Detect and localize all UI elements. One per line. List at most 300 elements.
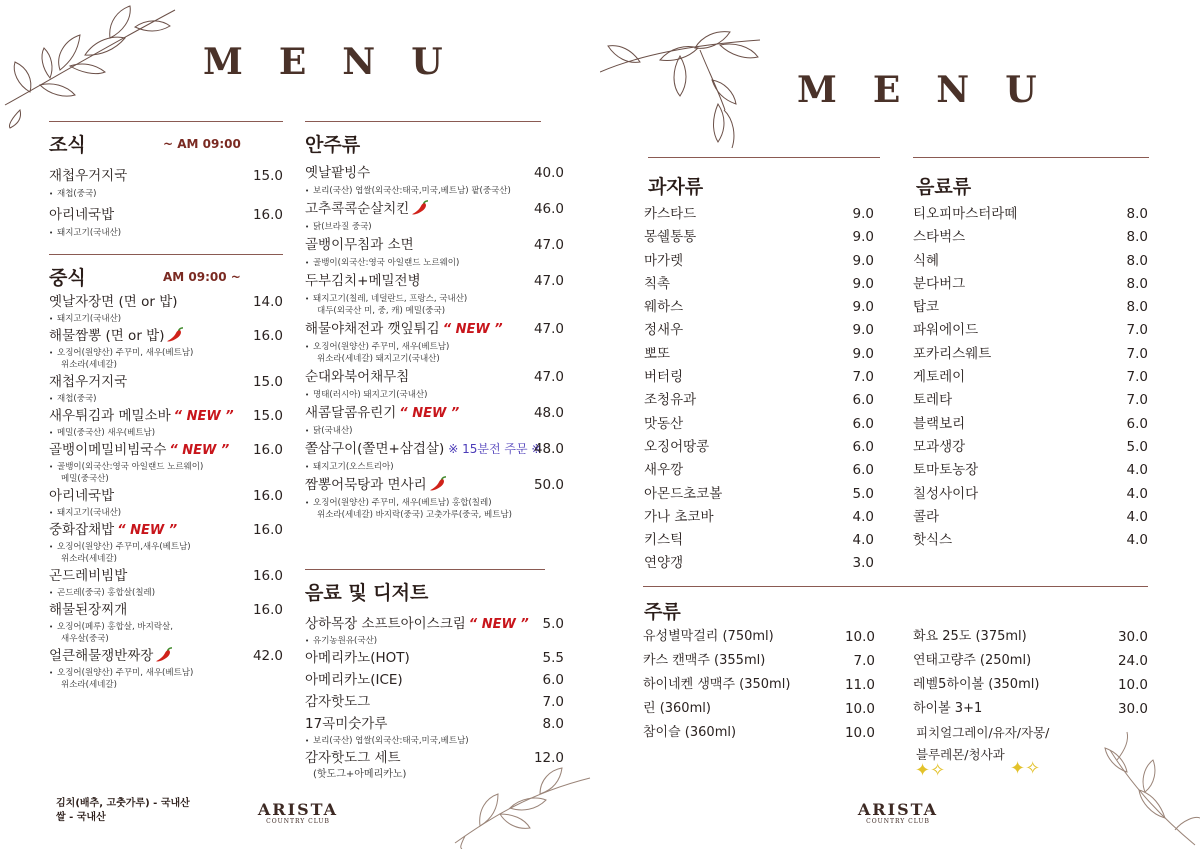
menu-item-name: 탑코 bbox=[913, 299, 940, 316]
breakfast-hours: ~ AM 09:00 bbox=[163, 137, 241, 151]
menu-item-price: 8.0 bbox=[1126, 206, 1148, 222]
ingredient-origin: • 오징어(페루) 홍합살, 바지락살, bbox=[49, 621, 283, 633]
menu-item bbox=[49, 439, 283, 485]
menu-item-row bbox=[305, 714, 564, 735]
menu-item-price: 8.0 bbox=[1126, 299, 1148, 316]
menu-item-name bbox=[305, 692, 370, 713]
menu-item-row bbox=[49, 485, 283, 507]
anju-list bbox=[305, 162, 564, 521]
item-name-text: 두부김치+메밀전병 bbox=[305, 273, 421, 289]
menu-item bbox=[644, 343, 874, 366]
section-heading bbox=[49, 130, 283, 156]
section-heading bbox=[49, 263, 283, 289]
menu-item-price: 9.0 bbox=[852, 275, 874, 292]
menu-item bbox=[49, 645, 283, 691]
new-badge: “ NEW ” bbox=[117, 523, 178, 538]
logo-text: ARISTA bbox=[257, 800, 339, 819]
menu-item-name: 블랙보리 bbox=[913, 415, 966, 432]
menu-item-price: 15.0 bbox=[252, 408, 283, 424]
menu-item-name bbox=[49, 291, 178, 313]
new-badge: “ NEW ” bbox=[468, 617, 529, 632]
ingredient-origin: • 돼지고기(칠레, 네덜란드, 프랑스, 국내산) bbox=[305, 293, 564, 305]
menu-item-price: 4.0 bbox=[1126, 508, 1148, 525]
menu-item bbox=[305, 614, 564, 647]
item-name-text: 감자핫도그 세트 bbox=[305, 750, 401, 766]
menu-item bbox=[913, 389, 1148, 412]
ingredient-origin: 위소라(세네갈) bbox=[61, 554, 117, 564]
menu-item-price: 7.0 bbox=[852, 369, 874, 386]
menu-item-name bbox=[49, 371, 127, 393]
menu-item-name: 화요 25도 (375ml) bbox=[913, 629, 1027, 644]
ingredient-origin: • 오징어(원양산) 주꾸미, 새우(베트남) bbox=[49, 347, 283, 359]
item-name-text: 쫄삼구이(쫄면+삼겹살) bbox=[305, 441, 445, 457]
menu-item-name bbox=[305, 366, 409, 389]
item-name-text: 해물야채전과 깻잎튀김 bbox=[305, 321, 440, 337]
menu-item-price: 8.0 bbox=[1126, 229, 1148, 246]
liquor-list-left bbox=[643, 625, 875, 745]
ingredient-origin: • 골뱅이(외국산:영국 아일랜드 노르웨이) bbox=[49, 461, 283, 473]
menu-item bbox=[913, 226, 1148, 249]
chili-pepper-icon bbox=[429, 476, 447, 492]
menu-item bbox=[644, 226, 874, 249]
menu-item-price: 47.0 bbox=[533, 237, 564, 253]
item-name-text: 고추콕콕순살치킨 bbox=[305, 201, 410, 217]
menu-item-name: 식혜 bbox=[913, 252, 940, 269]
snacks-section bbox=[644, 157, 874, 576]
menu-item-name bbox=[305, 318, 503, 341]
menu-item-price: 15.0 bbox=[252, 374, 283, 390]
menu-item bbox=[49, 519, 283, 565]
menu-item bbox=[643, 625, 875, 649]
menu-item-name: 토마토농장 bbox=[913, 462, 979, 479]
flavor-line: 블루레몬/청사과 bbox=[916, 747, 1005, 762]
menu-item-name: 아몬드초코볼 bbox=[644, 485, 723, 502]
menu-item-name bbox=[49, 164, 127, 188]
menu-item bbox=[305, 670, 564, 691]
menu-item bbox=[644, 250, 874, 273]
ingredient-origin: • 오징어(원양산) 주꾸미, 새우(베트남) bbox=[305, 341, 564, 353]
order-notice: ※ 15분전 주문 ※ bbox=[448, 442, 542, 456]
menu-item-price: 7.0 bbox=[542, 694, 564, 710]
logo-text: ARISTA bbox=[857, 800, 939, 819]
item-name-text: 곤드레비빔밥 bbox=[49, 568, 128, 584]
menu-item bbox=[305, 474, 564, 521]
item-name-text: 아메리카노(ICE) bbox=[305, 672, 403, 688]
new-badge: “ NEW ” bbox=[169, 443, 230, 458]
menu-item bbox=[913, 343, 1148, 366]
menu-item bbox=[644, 389, 874, 412]
beverages-heading: 음료류 bbox=[916, 176, 972, 198]
item-name-text: 얼큰해물쟁반짜장 bbox=[49, 648, 154, 664]
menu-item-price: 15.0 bbox=[252, 168, 283, 184]
menu-item-price: 6.0 bbox=[852, 392, 874, 409]
menu-item bbox=[305, 366, 564, 401]
menu-item-row bbox=[305, 318, 564, 341]
menu-item-row bbox=[305, 366, 564, 389]
menu-item-price: 30.0 bbox=[1117, 701, 1148, 717]
menu-item-name: 분다버그 bbox=[913, 275, 966, 292]
item-name-text: 17곡미숫가루 bbox=[305, 716, 388, 732]
sparkle-icon: ✦✧ bbox=[915, 760, 946, 781]
menu-item-name bbox=[49, 485, 114, 507]
snacks-list bbox=[644, 203, 874, 576]
ingredient-origin: • 돼지고기(국내산) bbox=[49, 227, 283, 239]
menu-item bbox=[644, 506, 874, 529]
item-name-text: 옛날팥빙수 bbox=[305, 165, 371, 181]
menu-item-row bbox=[49, 599, 283, 621]
menu-item bbox=[644, 436, 874, 459]
menu-item-name bbox=[305, 670, 403, 691]
menu-item bbox=[913, 459, 1148, 482]
menu-item-row bbox=[49, 291, 283, 313]
logo-subtext: COUNTRY CLUB bbox=[266, 818, 330, 825]
menu-item-row bbox=[49, 519, 283, 541]
menu-item-name: 티오피마스터라떼 bbox=[913, 206, 1018, 222]
ingredient-origin: • 닭(브라질 중국) bbox=[305, 221, 564, 233]
menu-item bbox=[305, 234, 564, 269]
chili-pepper-icon bbox=[166, 327, 184, 343]
liquor-items-right bbox=[913, 625, 1148, 721]
lunch-list bbox=[49, 291, 283, 691]
menu-item-price: 10.0 bbox=[844, 629, 875, 645]
item-name-text: 아메리카노(HOT) bbox=[305, 650, 410, 666]
menu-item bbox=[913, 296, 1148, 319]
menu-item bbox=[913, 250, 1148, 273]
lunch-section bbox=[49, 254, 283, 691]
menu-item bbox=[913, 529, 1148, 552]
menu-item bbox=[644, 319, 874, 342]
menu-item-row bbox=[49, 203, 283, 227]
menu-item bbox=[49, 371, 283, 405]
menu-title: MENU bbox=[797, 69, 1073, 111]
liquor-section bbox=[643, 586, 1148, 623]
menu-item-price: 3.0 bbox=[852, 555, 874, 572]
ingredient-origin: (핫도그+아메리카노) bbox=[313, 769, 407, 780]
menu-item-name: 레벨5하이볼 (350ml) bbox=[913, 677, 1040, 692]
menu-item-name bbox=[305, 270, 421, 293]
menu-item-row bbox=[305, 198, 564, 221]
menu-item-name bbox=[305, 748, 401, 769]
item-name-text: 중화잡채밥 bbox=[49, 522, 115, 538]
ingredient-origin: 위소라(세네갈) 바지락(중국) 고춧가루(중국, 베트남) bbox=[317, 510, 512, 520]
menu-item-name: 맛동산 bbox=[644, 415, 684, 432]
menu-item-name: 연양갱 bbox=[644, 555, 684, 572]
menu-item-name bbox=[305, 162, 370, 185]
ingredient-origin: • 메밀(중국산) 새우(베트남) bbox=[49, 427, 283, 439]
menu-item bbox=[913, 366, 1148, 389]
menu-item bbox=[913, 649, 1148, 673]
menu-item-name: 연태고량주 (250ml) bbox=[913, 653, 1032, 668]
menu-item bbox=[913, 483, 1148, 506]
ingredient-origin: • 유기농원유(국산) bbox=[305, 635, 564, 647]
item-name-text: 해물된장찌개 bbox=[49, 602, 128, 618]
ingredient-origin: • 골뱅이(외국산:영국 아일랜드 노르웨이) bbox=[305, 257, 564, 269]
menu-item-price: 6.0 bbox=[1126, 415, 1148, 432]
beverages-list bbox=[913, 203, 1148, 552]
menu-item-name: 모과생강 bbox=[913, 438, 966, 455]
menu-item-name: 몽쉘통통 bbox=[644, 229, 697, 246]
menu-item-row bbox=[49, 565, 283, 587]
menu-item-price: 7.0 bbox=[1126, 345, 1148, 362]
menu-item-price: 7.0 bbox=[1126, 392, 1148, 409]
menu-item-price: 4.0 bbox=[1126, 485, 1148, 502]
menu-item-price: 11.0 bbox=[844, 677, 875, 693]
menu-item-price: 5.0 bbox=[542, 616, 564, 632]
menu-item-name: 뽀또 bbox=[644, 345, 671, 362]
menu-item-price: 6.0 bbox=[542, 672, 564, 688]
ingredient-origin: 메밀(중국산) bbox=[61, 474, 109, 484]
menu-item bbox=[49, 599, 283, 645]
divider bbox=[643, 586, 1148, 587]
menu-item-row bbox=[49, 405, 283, 427]
divider bbox=[305, 121, 541, 122]
menu-item bbox=[49, 565, 283, 599]
menu-item-price: 47.0 bbox=[533, 321, 564, 337]
menu-item-price: 9.0 bbox=[852, 206, 874, 222]
menu-item-price: 5.5 bbox=[542, 650, 564, 666]
ingredient-origin: • 명태(러시아) 돼지고기(국내산) bbox=[305, 389, 564, 401]
menu-item-price: 9.0 bbox=[852, 345, 874, 362]
menu-item-name: 칠성사이다 bbox=[913, 485, 979, 502]
item-name-text: 재첩우거지국 bbox=[49, 168, 128, 184]
menu-item bbox=[913, 319, 1148, 342]
menu-item-price: 6.0 bbox=[852, 415, 874, 432]
menu-item-name: 새우깡 bbox=[644, 462, 684, 479]
menu-item-name bbox=[305, 614, 529, 635]
menu-item-name bbox=[305, 402, 459, 425]
menu-item bbox=[913, 436, 1148, 459]
menu-item-price: 24.0 bbox=[1117, 653, 1148, 669]
menu-item-name bbox=[49, 599, 127, 621]
menu-item-name: 포카리스웨트 bbox=[913, 345, 992, 362]
menu-item-price: 16.0 bbox=[252, 602, 283, 618]
item-name-text: 옛날자장면 (면 or 밥) bbox=[49, 294, 178, 310]
menu-item-row bbox=[49, 439, 283, 461]
menu-item-name bbox=[49, 565, 127, 587]
menu-item-price: 16.0 bbox=[252, 522, 283, 538]
ingredient-origin: • 닭(국내산) bbox=[305, 425, 564, 437]
menu-item bbox=[644, 459, 874, 482]
footnote-line: 쌀 - 국내산 bbox=[56, 812, 106, 823]
menu-item-price: 6.0 bbox=[852, 438, 874, 455]
menu-item-name: 하이볼 3+1 bbox=[913, 701, 983, 716]
item-name-text: 골뱅이메밀비빔국수 bbox=[49, 442, 167, 458]
menu-item-name: 핫식스 bbox=[913, 532, 953, 549]
menu-item bbox=[49, 485, 283, 519]
snacks-heading: 과자류 bbox=[648, 176, 704, 198]
menu-item-name: 카스타드 bbox=[644, 206, 697, 222]
menu-item-price: 16.0 bbox=[252, 207, 283, 223]
leaf-branch-illustration bbox=[600, 0, 780, 170]
menu-item bbox=[643, 649, 875, 673]
menu-item bbox=[305, 648, 564, 669]
menu-item-price: 42.0 bbox=[252, 648, 283, 664]
drinks-dessert-heading: 음료 및 디저트 bbox=[305, 582, 429, 604]
menu-item-name bbox=[49, 405, 234, 428]
ingredient-origin: 새우살(중국) bbox=[61, 634, 109, 644]
ingredient-origin: 위소라(세네갈) bbox=[61, 360, 117, 370]
menu-item bbox=[644, 552, 874, 575]
menu-item bbox=[913, 413, 1148, 436]
menu-item-row bbox=[49, 645, 283, 667]
divider bbox=[49, 254, 283, 255]
menu-item-price: 5.0 bbox=[1126, 438, 1148, 455]
menu-item-price: 16.0 bbox=[252, 568, 283, 584]
menu-item-price: 10.0 bbox=[1117, 677, 1148, 693]
menu-item-row bbox=[49, 371, 283, 393]
origin-footnote bbox=[56, 797, 190, 825]
item-name-text: 새우튀김과 메밀소바 bbox=[49, 408, 171, 424]
item-name-text: 골뱅이무침과 소면 bbox=[305, 237, 414, 253]
menu-item bbox=[49, 164, 283, 200]
menu-item-name bbox=[49, 325, 184, 347]
ingredient-origin: 대두(외국산 미, 중, 캐) 메밀(중국) bbox=[317, 306, 446, 316]
ingredient-origin: • 재첩(중국) bbox=[49, 393, 283, 405]
divider bbox=[49, 121, 283, 122]
menu-item-price: 16.0 bbox=[252, 328, 283, 344]
menu-item-row bbox=[49, 325, 283, 347]
ingredient-origin: • 재첩(중국) bbox=[49, 188, 283, 200]
ingredient-origin: • 돼지고기(오스트리아) bbox=[305, 461, 564, 473]
menu-item-price: 7.0 bbox=[1126, 369, 1148, 386]
menu-item-price: 12.0 bbox=[533, 750, 564, 766]
menu-item-name bbox=[305, 198, 429, 221]
arista-logo bbox=[855, 800, 941, 825]
menu-item bbox=[49, 291, 283, 325]
menu-item-price: 9.0 bbox=[852, 299, 874, 316]
menu-item-name: 웨하스 bbox=[644, 299, 684, 316]
menu-item-price: 6.0 bbox=[852, 462, 874, 479]
menu-item-name: 정새우 bbox=[644, 322, 684, 339]
menu-item bbox=[913, 203, 1148, 226]
menu-item-price: 48.0 bbox=[533, 441, 564, 457]
divider bbox=[305, 569, 545, 570]
menu-item bbox=[305, 270, 564, 317]
liquor-heading: 주류 bbox=[644, 601, 681, 623]
menu-item bbox=[644, 273, 874, 296]
menu-item-price: 14.0 bbox=[252, 294, 283, 310]
sparkle-icon: ✦✧ bbox=[1010, 758, 1041, 779]
menu-item-price: 8.0 bbox=[542, 716, 564, 732]
menu-item-row bbox=[305, 648, 564, 669]
ingredient-origin: 위소라(세네갈) 돼지고기(국내산) bbox=[317, 354, 440, 364]
menu-item-price: 4.0 bbox=[852, 508, 874, 525]
menu-item-row bbox=[305, 670, 564, 691]
menu-item-row bbox=[305, 270, 564, 293]
arista-logo bbox=[255, 800, 341, 825]
menu-item-name bbox=[305, 474, 447, 497]
menu-item-price: 47.0 bbox=[533, 273, 564, 289]
menu-item-price: 16.0 bbox=[252, 442, 283, 458]
lunch-heading: 중식 bbox=[49, 267, 86, 289]
menu-item bbox=[644, 366, 874, 389]
menu-item-name bbox=[49, 203, 114, 227]
menu-item bbox=[643, 673, 875, 697]
anju-section bbox=[305, 121, 564, 522]
menu-item bbox=[305, 318, 564, 365]
menu-item bbox=[913, 625, 1148, 649]
item-name-text: 해물짬뽕 (면 or 밥) bbox=[49, 328, 165, 344]
menu-item-price: 9.0 bbox=[852, 252, 874, 269]
chili-pepper-icon bbox=[155, 647, 173, 663]
ingredient-origin: • 곤드레(중국) 홍합살(칠레) bbox=[49, 587, 283, 599]
menu-item-name: 오징어땅콩 bbox=[644, 438, 710, 455]
item-name-text: 재첩우거지국 bbox=[49, 374, 128, 390]
item-name-text: 순대와북어채무침 bbox=[305, 369, 410, 385]
menu-item bbox=[644, 413, 874, 436]
logo-subtext: COUNTRY CLUB bbox=[866, 818, 930, 825]
lunch-hours: AM 09:00 ~ bbox=[163, 270, 241, 284]
menu-item-name: 버터링 bbox=[644, 369, 684, 386]
menu-item-price: 10.0 bbox=[844, 725, 875, 741]
menu-item-price: 8.0 bbox=[1126, 275, 1148, 292]
item-name-text: 감자핫도그 bbox=[305, 694, 371, 710]
menu-item-price: 10.0 bbox=[844, 701, 875, 717]
menu-item-name: 토레타 bbox=[913, 392, 953, 409]
menu-item-price: 4.0 bbox=[852, 532, 874, 549]
menu-item-name bbox=[305, 438, 541, 461]
footnote-line: 김치(배추, 고춧가루) - 국내산 bbox=[56, 798, 190, 809]
menu-item bbox=[305, 438, 564, 473]
ingredient-origin: • 오징어(원양산) 주꾸미, 새우(베트남) 홍합(칠레) bbox=[305, 497, 564, 509]
menu-item bbox=[643, 697, 875, 721]
beverages-section bbox=[913, 157, 1148, 552]
leaf-branch-illustration bbox=[0, 0, 200, 130]
menu-item-name: 조청유과 bbox=[644, 392, 697, 409]
breakfast-list bbox=[49, 164, 283, 239]
leaf-branch-illustration bbox=[440, 748, 600, 849]
breakfast-section bbox=[49, 121, 283, 242]
new-badge: “ NEW ” bbox=[399, 406, 460, 421]
menu-title: MENU bbox=[203, 41, 479, 83]
menu-item bbox=[49, 203, 283, 239]
item-name-text: 짬뽕어묵탕과 면사리 bbox=[305, 477, 427, 493]
item-name-text: 상하목장 소프트아이스크림 bbox=[305, 616, 466, 632]
menu-item-name: 콜라 bbox=[913, 508, 940, 525]
menu-item bbox=[305, 714, 564, 747]
menu-item-price: 7.0 bbox=[1126, 322, 1148, 339]
menu-item-name: 참이슬 (360ml) bbox=[643, 725, 737, 740]
menu-item-price: 40.0 bbox=[533, 165, 564, 181]
flavor-line: 피치얼그레이/유자/자몽/ bbox=[916, 725, 1050, 740]
anju-heading: 안주류 bbox=[305, 134, 361, 156]
menu-item bbox=[644, 529, 874, 552]
menu-item-name bbox=[305, 234, 414, 257]
menu-item bbox=[305, 198, 564, 233]
menu-item-price: 46.0 bbox=[533, 201, 564, 217]
menu-item-name: 가나 초코바 bbox=[644, 508, 714, 525]
menu-item-name: 파워에이드 bbox=[913, 322, 979, 339]
menu-item-price: 30.0 bbox=[1117, 629, 1148, 645]
menu-item bbox=[305, 402, 564, 437]
menu-item bbox=[305, 162, 564, 197]
menu-item bbox=[49, 405, 283, 439]
menu-item-row bbox=[305, 402, 564, 425]
ingredient-origin: • 돼지고기(국내산) bbox=[49, 313, 283, 325]
breakfast-heading: 조식 bbox=[49, 134, 86, 156]
menu-item-price: 48.0 bbox=[533, 405, 564, 421]
menu-item-row bbox=[305, 614, 564, 635]
menu-item-name bbox=[49, 519, 177, 542]
menu-item-row bbox=[49, 164, 283, 188]
menu-item bbox=[644, 483, 874, 506]
menu-item-price: 4.0 bbox=[1126, 532, 1148, 549]
menu-item-row bbox=[305, 162, 564, 185]
item-name-text: 아리네국밥 bbox=[49, 207, 115, 223]
ingredient-origin: • 보리(국산) 엽쌀(외국산:태국,미국,베트남) 팥(중국산) bbox=[305, 185, 564, 197]
menu-item-name: 마가렛 bbox=[644, 252, 684, 269]
menu-item-price: 16.0 bbox=[252, 488, 283, 504]
